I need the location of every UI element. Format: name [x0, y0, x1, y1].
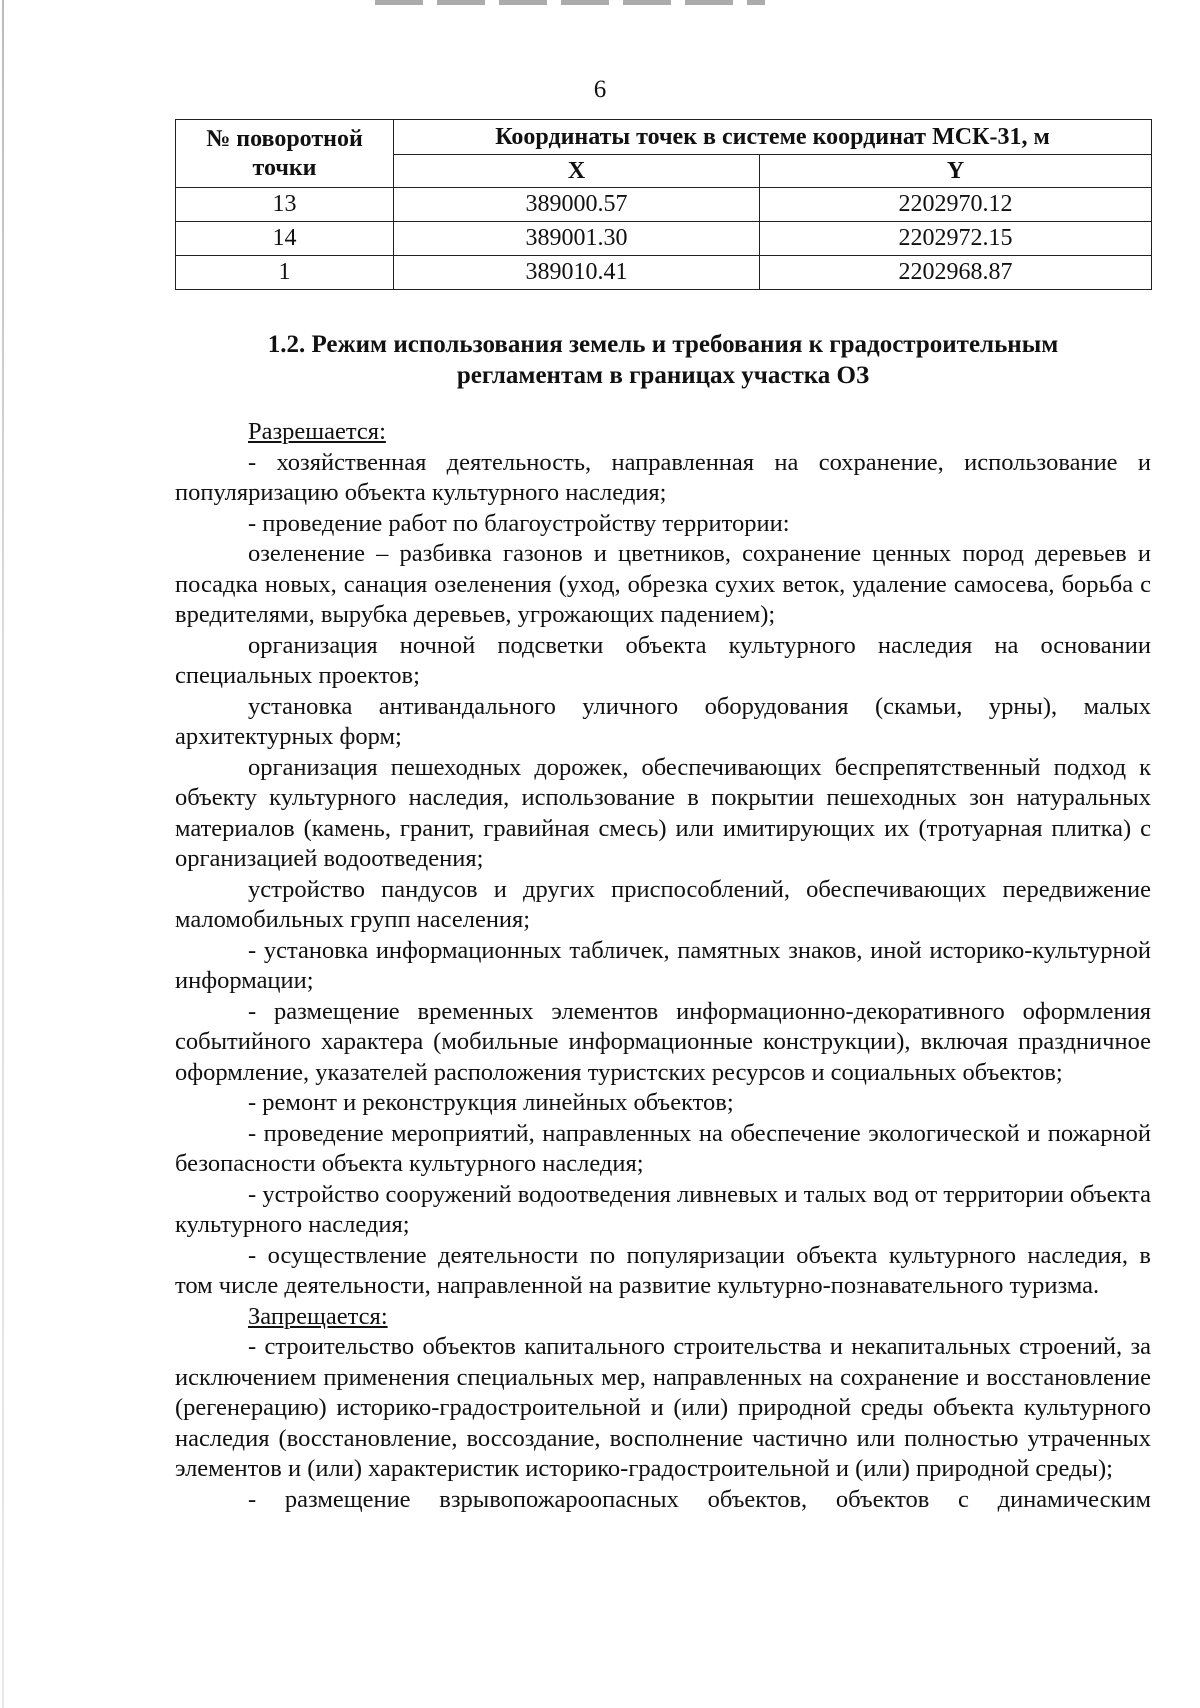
y-cell: 2202972.15 [760, 222, 1152, 256]
y-cell: 2202970.12 [760, 188, 1152, 222]
point-cell: 13 [176, 188, 394, 222]
allowed-item: установка антивандального уличного оборудования (скамьи, урны), малых архитектурных форм; [175, 692, 1151, 750]
point-cell: 14 [176, 222, 394, 256]
allowed-item: - осуществление деятельности по популяризации объекта культурного наследия, в том числе деятельности, направленной на развитие культурно-познавательного туризма. [175, 1241, 1151, 1299]
page-number: 6 [593, 76, 607, 103]
coordinates-table [175, 119, 1152, 290]
table-row [176, 256, 1152, 290]
forbidden-item: - размещение взрывопожароопасных объектов, объектов с динамическим [248, 1485, 1151, 1513]
point-cell: 1 [176, 256, 394, 290]
allowed-item: - ремонт и реконструкция линейных объектов; [248, 1089, 734, 1116]
table-row [176, 188, 1152, 222]
allowed-item: устройство пандусов и других приспособлений, обеспечивающих передвижение маломобильных групп населения; [175, 875, 1151, 933]
allowed-item: организация ночной подсветки объекта культурного наследия на основании специальных проектов; [175, 631, 1151, 689]
x-column-header: X [394, 155, 760, 188]
allowed-item: - хозяйственная деятельность, направленная на сохранение, использование и популяризацию объекта культурного наследия; [175, 448, 1151, 506]
allowed-item: - устройство сооружений водоотведения ливневых и талых вод от территории объекта культурного наследия; [175, 1180, 1151, 1238]
allowed-item: озеленение – разбивка газонов и цветников, сохранение ценных пород деревьев и посадка новых, санация озеленения (уход, обрезка сухих веток, удаление самосева, борьба с вредителями, вырубка деревьев, угрожающих падением); [175, 540, 1151, 628]
allowed-heading: Разрешается: [248, 418, 386, 445]
point-number-header: № поворотной точки [176, 120, 394, 188]
regulations-body [175, 417, 1151, 1515]
coordinates-group-header: Координаты точек в системе координат МСК-31, м [394, 120, 1152, 155]
forbidden-item: - строительство объектов капитального строительства и некапитальных строений, за исключением применения специальных мер, направленных на сохранение и восстановление (регенерацию) историко-градостроительной и (или) природной среды объекта культурного наследия (восстановление, воссоздание, восполнение частично или полностью утраченных элементов и (или) характеристик историко-градостроительной и (или) природной среды); [175, 1333, 1151, 1482]
x-cell: 389000.57 [394, 188, 760, 222]
x-cell: 389010.41 [394, 256, 760, 290]
section-title-line2: регламентам в границах участка ОЗ [456, 362, 870, 389]
allowed-item: - установка информационных табличек, памятных знаков, иной историко-культурной информации; [175, 936, 1151, 994]
allowed-item: - размещение временных элементов информационно-декоративного оформления событийного характера (мобильные информационные конструкции), включая праздничное оформление, указателей расположения туристских ресурсов и социальных объектов; [175, 997, 1151, 1086]
x-cell: 389001.30 [394, 222, 760, 256]
scan-left-edge [2, 0, 4, 1708]
y-cell: 2202968.87 [760, 256, 1152, 290]
section-title [175, 329, 1151, 391]
scan-edge-marks [375, 0, 765, 5]
forbidden-heading: Запрещается: [248, 1302, 388, 1330]
section-title-line1: 1.2. Режим использования земель и требования к градостроительным [267, 331, 1059, 358]
y-column-header: Y [760, 155, 1152, 188]
allowed-item: - проведение работ по благоустройству территории: [248, 509, 790, 537]
allowed-item: организация пешеходных дорожек, обеспечивающих беспрепятственный подход к объекту культурного наследия, использование в покрытии пешеходных зон натуральных материалов (камень, гранит, гравийная смесь) или имитирующих их (тротуарная плитка) с организацией водоотведения; [175, 753, 1151, 872]
table-row [176, 222, 1152, 256]
allowed-item: - проведение мероприятий, направленных на обеспечение экологической и пожарной безопасности объекта культурного наследия; [175, 1119, 1151, 1177]
